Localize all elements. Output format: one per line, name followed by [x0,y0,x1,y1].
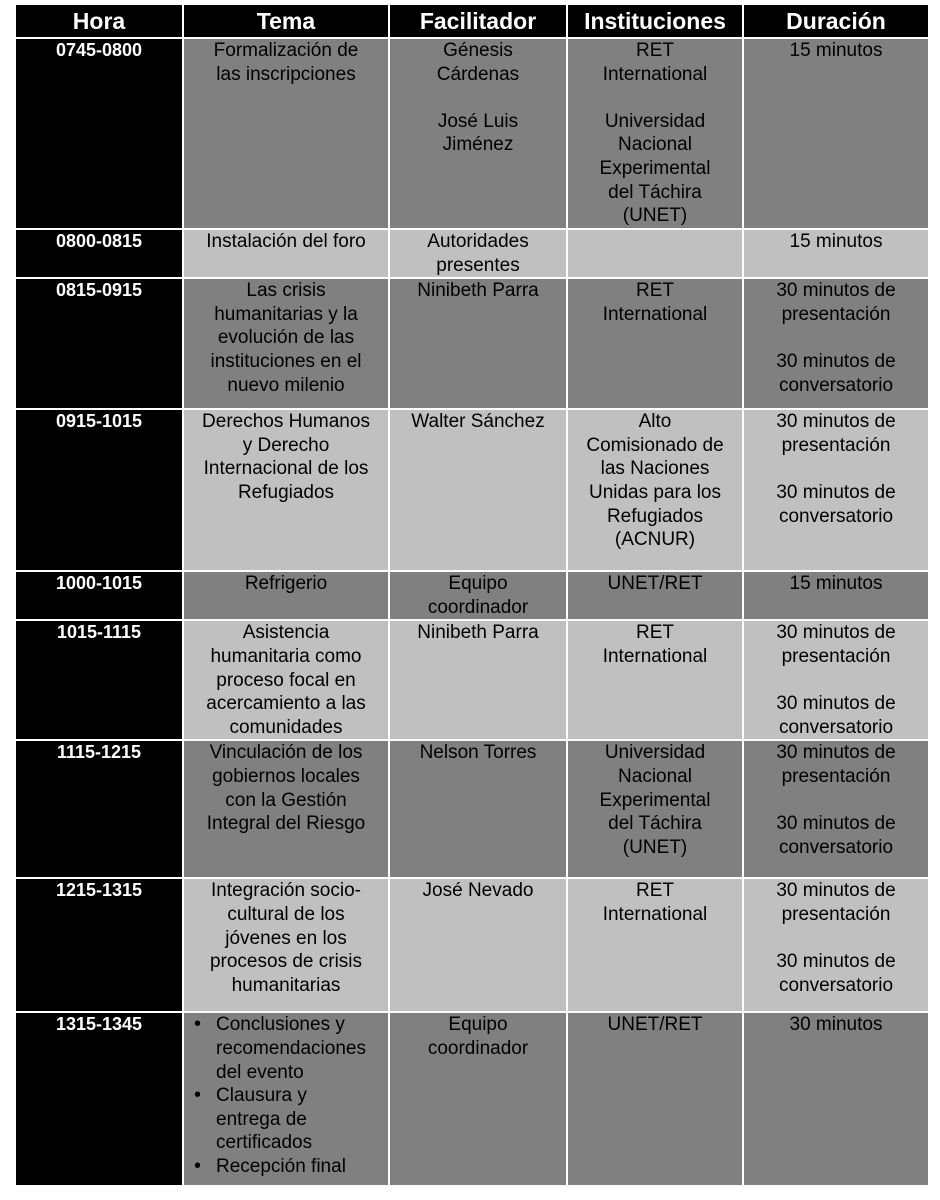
text-line: Instalación del foro [206,231,366,252]
table-row [16,230,928,277]
text-line: cultural de los [227,903,345,925]
cell-hora: 0815-0915 [16,279,182,408]
table-row [16,1013,928,1185]
text-line: Walter Sánchez [411,411,545,433]
text-line: Nelson Torres [419,742,537,764]
text-line: las Naciones [600,458,710,480]
text-line: las inscripciones [216,63,356,85]
text-line: certificados [216,1132,313,1154]
cell-facilitador [390,621,566,739]
cell-instituciones [568,230,742,277]
text-line: conversatorio [778,716,894,738]
text-line: coordinador [427,1037,529,1059]
table-row [16,572,928,619]
text-line: Autoridades [427,231,529,252]
text-line: proceso focal en [216,669,356,691]
text-line: RET [636,40,674,61]
cell-facilitador [390,230,566,277]
text-line: (UNET) [622,836,688,858]
cell-duracion [744,39,928,228]
text-line: entrega de [216,1108,307,1130]
text-line: 30 minutos de [776,693,896,715]
cell-tema [184,230,388,277]
table-row [16,879,928,1011]
text-line: Refugiados [606,505,704,527]
cell-duracion [744,410,928,570]
cell-tema [184,410,388,570]
text-line: comunidades [229,716,343,738]
text-line: Comisionado de [586,434,724,456]
text-line: Vinculación de los [209,742,363,764]
cell-instituciones [568,741,742,877]
text-line: Experimental [599,789,711,811]
text-line: presentación [781,645,891,667]
text-line: Derechos Humanos [202,411,370,433]
text-line: humanitarias y la [214,303,358,325]
text-line: 15 minutos [789,40,883,61]
cell-facilitador [390,410,566,570]
text-line: humanitaria como [210,645,362,667]
text-line: UNET/RET [607,1014,703,1036]
text-line: nuevo milenio [227,374,345,396]
cell-hora: 1000-1015 [16,572,182,619]
text-line [748,326,924,350]
text-line: Universidad [604,742,706,764]
cell-tema [184,621,388,739]
text-line: International [602,645,708,667]
text-line: 30 minutos de [776,880,896,902]
text-line: 30 minutos de [776,742,896,764]
text-line: jóvenes en los [225,927,347,949]
text-line: 30 minutos de [776,280,896,302]
text-line: 15 minutos [789,231,883,252]
text-line: José Luis [437,110,519,132]
tema-bullet-item [188,1013,384,1084]
text-line: Ninibeth Parra [417,280,539,302]
text-line: • Clausura y [216,1085,307,1107]
text-line: 30 minutos de [776,411,896,433]
text-line: Ninibeth Parra [417,622,539,644]
text-line: Internacional de los [203,458,369,480]
text-line: coordinador [427,596,529,618]
text-line: Equipo [448,573,508,595]
text-line: acercamiento a las [206,693,366,715]
text-line: gobiernos locales [212,765,360,787]
cell-hora: 0745-0800 [16,39,182,228]
text-line: conversatorio [778,836,894,858]
text-line: (ACNUR) [614,529,696,551]
cell-duracion [744,879,928,1011]
header-hora: Hora [16,5,182,37]
cell-duracion [744,1013,928,1185]
text-line [748,927,924,951]
text-line: Refugiados [237,481,335,503]
text-line [748,669,924,693]
text-line: Jiménez [442,134,514,156]
cell-duracion [744,279,928,408]
cell-tema [184,1013,388,1185]
text-line: presentación [781,303,891,325]
cell-instituciones [568,879,742,1011]
cell-hora: 1015-1115 [16,621,182,739]
text-line: recomendaciones [216,1037,366,1059]
header-instituciones: Instituciones [568,5,742,37]
text-line: evolución de las [217,327,355,349]
text-line: 15 minutos [789,573,883,595]
cell-tema [184,741,388,877]
cell-hora: 0915-1015 [16,410,182,570]
text-line: humanitarias [231,974,341,996]
text-line: del Táchira [608,813,702,835]
text-line: Integración socio- [211,880,361,902]
table-row [16,410,928,570]
text-line: del evento [216,1061,304,1083]
text-line: y Derecho [242,434,330,456]
cell-instituciones [568,279,742,408]
text-line: • Conclusiones y [216,1014,345,1036]
cell-tema [184,879,388,1011]
cell-hora: 1115-1215 [16,741,182,877]
text-line: presentación [781,765,891,787]
header-tema: Tema [184,5,388,37]
text-line [394,86,562,110]
table-row [16,621,928,739]
text-line: conversatorio [778,974,894,996]
cell-facilitador [390,572,566,619]
header-facilitador: Facilitador [390,5,566,37]
text-line: Integral del Riesgo [206,813,366,835]
text-line: 30 minutos de [776,481,896,503]
cell-tema [184,572,388,619]
cell-duracion [744,621,928,739]
cell-instituciones [568,39,742,228]
tema-bullet-item [188,1155,384,1179]
cell-facilitador [390,39,566,228]
text-line: del Táchira [608,181,702,203]
tema-bullet-item [188,1084,384,1155]
text-line: Las crisis [246,280,326,302]
text-line: presentes [436,254,520,276]
text-line: José Nevado [422,880,534,902]
cell-hora: 1215-1315 [16,879,182,1011]
cell-instituciones [568,410,742,570]
text-line: Refrigerio [244,573,328,595]
cell-instituciones [568,1013,742,1185]
tema-bullet-list [188,1013,384,1178]
text-line: Nacional [618,765,692,787]
cell-facilitador [390,1013,566,1185]
text-line: Formalización de [213,40,359,61]
header-duracion: Duración [744,5,928,37]
text-line [748,789,924,813]
text-line: RET [636,280,674,302]
text-line: presentación [781,434,891,456]
table-row [16,39,928,228]
text-line: Cárdenas [436,63,520,85]
cell-instituciones [568,621,742,739]
text-line: conversatorio [778,374,894,396]
text-line: Universidad [604,110,706,132]
text-line: 30 minutos de [776,813,896,835]
text-line: International [602,63,708,85]
header-row [16,5,928,37]
text-line: UNET/RET [607,573,703,595]
cell-hora: 0800-0815 [16,230,182,277]
text-line: con la Gestión [225,789,347,811]
text-line: procesos de crisis [209,951,363,973]
text-line: International [602,303,708,325]
cell-tema [184,39,388,228]
cell-duracion [744,741,928,877]
text-line: 30 minutos de [776,350,896,372]
cell-facilitador [390,879,566,1011]
table-row [16,741,928,877]
cell-facilitador [390,279,566,408]
text-line: RET [636,880,674,902]
text-line: Nacional [618,134,692,156]
text-line: Experimental [599,157,711,179]
text-line: Asistencia [242,622,330,644]
text-line: presentación [781,903,891,925]
cell-duracion [744,230,928,277]
text-line: (UNET) [622,205,688,227]
table-row [16,279,928,408]
text-line [748,457,924,481]
text-line [572,86,738,110]
text-line: 30 minutos de [776,951,896,973]
cell-instituciones [568,572,742,619]
text-line: • Recepción final [216,1155,346,1177]
text-line: 30 minutos [789,1014,883,1036]
text-line: Equipo [448,1014,508,1036]
text-line: 30 minutos de [776,622,896,644]
text-line: International [602,903,708,925]
cell-hora: 1315-1345 [16,1013,182,1185]
text-line: Alto [638,411,672,433]
text-line: conversatorio [778,505,894,527]
cell-tema [184,279,388,408]
agenda-table [14,3,930,1187]
text-line: Unidas para los [588,481,722,503]
cell-facilitador [390,741,566,877]
text-line: Génesis [443,40,513,61]
text-line: RET [636,622,674,644]
cell-duracion [744,572,928,619]
text-line: instituciones en el [210,350,362,372]
